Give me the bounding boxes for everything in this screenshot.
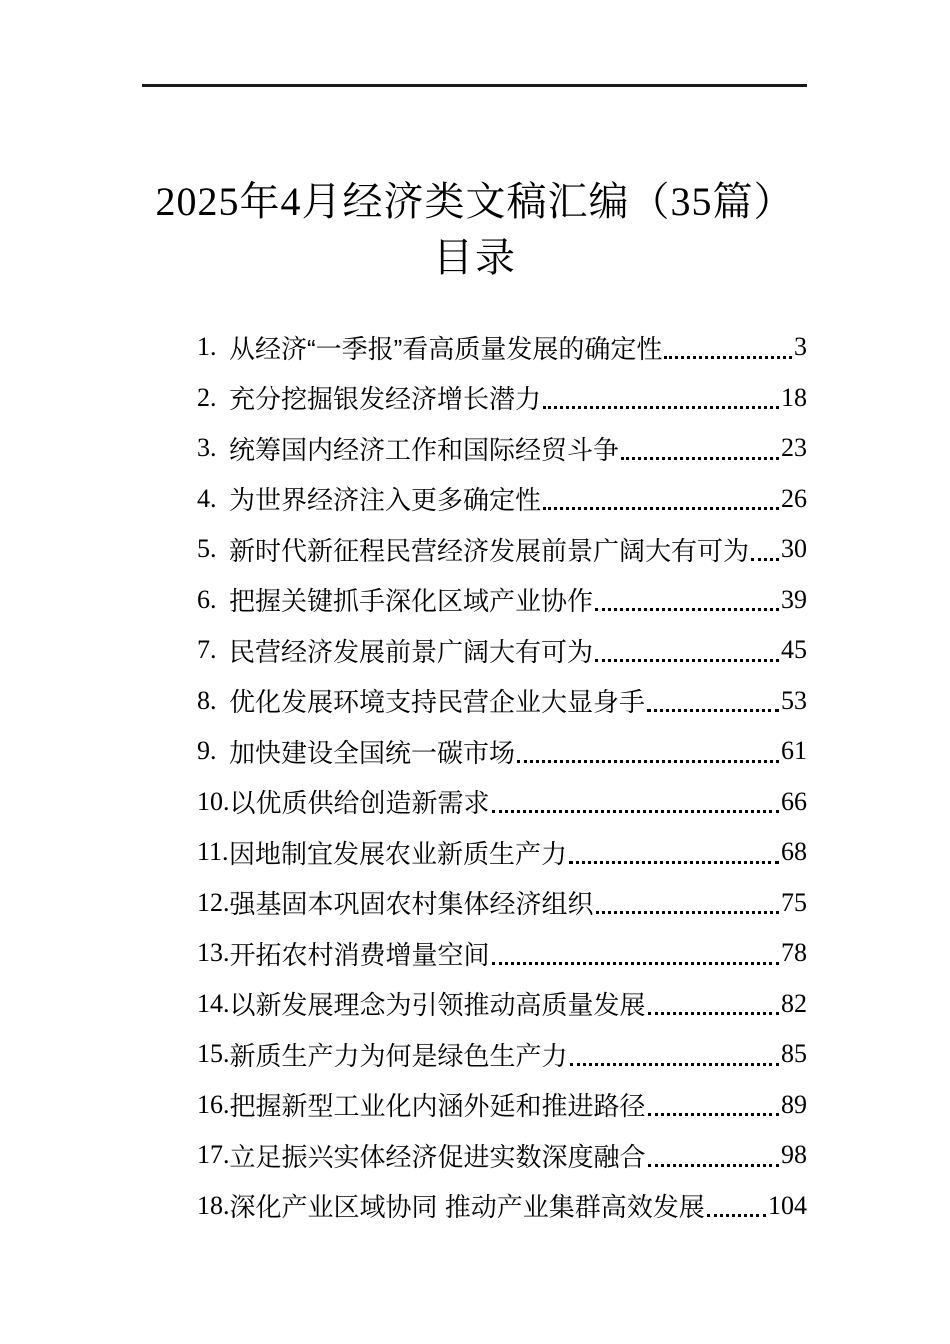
- toc-entry-title: 把握关键抓手深化区域产业协作: [229, 586, 594, 617]
- toc-entry-title: 为世界经济注入更多确定性: [229, 485, 542, 516]
- toc-entry-title: 统筹国内经济工作和国际经贸斗争: [229, 434, 620, 465]
- toc-leader-dots: [648, 1164, 779, 1167]
- document-title: 2025年4月经济类文稿汇编（35篇）: [155, 179, 795, 224]
- toc-entry[interactable]: [197, 322, 807, 373]
- toc-leader-dots: [570, 1063, 779, 1066]
- toc-entry-number: 10.: [197, 786, 230, 816]
- toc-entry-number: 9.: [197, 736, 217, 766]
- toc-entry-number: 2.: [197, 382, 217, 412]
- toc-entry-title: 开拓农村消费增量空间: [229, 939, 490, 970]
- toc-entry[interactable]: [197, 827, 807, 878]
- toc-leader-dots: [569, 861, 779, 864]
- toc-entry-page-number: 3: [794, 332, 807, 362]
- toc-entry[interactable]: [197, 1130, 807, 1181]
- toc-entry[interactable]: [197, 726, 807, 777]
- toc-entry-title: 把握新型工业化内涵外延和推进路径: [229, 1091, 646, 1122]
- toc-entry-number: 4.: [197, 483, 217, 513]
- toc-entry-page-number: 78: [781, 938, 807, 968]
- toc-entry-number: 14.: [197, 988, 230, 1018]
- header-rule-divider: [142, 84, 807, 87]
- toc-entry-page-number: 89: [781, 1089, 807, 1119]
- toc-entry[interactable]: [197, 524, 807, 575]
- toc-entry-title: 加快建设全国统一碳市场: [229, 737, 516, 768]
- toc-entry-number: 16.: [197, 1089, 230, 1119]
- toc-entry-page-number: 23: [781, 433, 807, 463]
- toc-entry-number: 11.: [197, 837, 229, 867]
- toc-entry[interactable]: [197, 878, 807, 929]
- toc-entry-title: 充分挖掘银发经济增长潜力: [229, 384, 542, 415]
- toc-entry-number: 15.: [197, 1039, 230, 1069]
- toc-entry-title: 从经济“一季报”看高质量发展的确定性: [229, 333, 663, 364]
- toc-entry-page-number: 85: [781, 1039, 807, 1069]
- toc-entry-title: 民营经济发展前景广阔大有可为: [229, 636, 594, 667]
- toc-entry-title: 强基固本巩固农村集体经济组织: [229, 889, 594, 920]
- toc-entry-number: 13.: [197, 938, 230, 968]
- toc-entry-page-number: 45: [781, 635, 807, 665]
- toc-entry[interactable]: [197, 625, 807, 676]
- toc-entry-page-number: 61: [781, 736, 807, 766]
- toc-entry-number: 17.: [197, 1140, 230, 1170]
- toc-entry[interactable]: [197, 777, 807, 828]
- toc-leader-dots: [647, 709, 779, 712]
- toc-entry-title: 深化产业区域协同 推动产业集群高效发展: [229, 1192, 705, 1223]
- toc-leader-dots: [707, 1214, 766, 1217]
- toc-entry-number: 5.: [197, 534, 217, 564]
- toc-entry-title: 立足振兴实体经济促进实数深度融合: [229, 1141, 646, 1172]
- toc-entry-number: 3.: [197, 433, 217, 463]
- toc-entry-page-number: 68: [781, 837, 807, 867]
- toc-entry-number: 7.: [197, 635, 217, 665]
- toc-entry-number: 18.: [197, 1190, 230, 1220]
- toc-heading: 目录: [433, 235, 517, 280]
- toc-entry-number: 12.: [197, 887, 230, 917]
- toc-leader-dots: [751, 558, 779, 561]
- toc-entry[interactable]: [197, 928, 807, 979]
- toc-entry-page-number: 66: [781, 786, 807, 816]
- toc-leader-dots: [664, 356, 792, 359]
- toc-entry-page-number: 30: [781, 534, 807, 564]
- toc-leader-dots: [596, 911, 779, 914]
- toc-entry[interactable]: [197, 423, 807, 474]
- toc-leader-dots: [621, 457, 779, 460]
- toc-entry-title: 以优质供给创造新需求: [229, 788, 490, 819]
- toc-entry-page-number: 104: [768, 1190, 807, 1220]
- toc-entry-title: 以新发展理念为引领推动高质量发展: [229, 990, 646, 1021]
- toc-entry-page-number: 18: [781, 382, 807, 412]
- toc-leader-dots: [492, 962, 779, 965]
- toc-entry[interactable]: [197, 575, 807, 626]
- toc-entry-page-number: 26: [781, 483, 807, 513]
- toc-leader-dots: [517, 760, 779, 763]
- toc-entry-number: 6.: [197, 584, 217, 614]
- toc-entry[interactable]: [197, 474, 807, 525]
- toc-entry-page-number: 53: [781, 685, 807, 715]
- toc-entry[interactable]: [197, 1181, 807, 1232]
- toc-entry-page-number: 75: [781, 887, 807, 917]
- toc-leader-dots: [492, 810, 779, 813]
- toc-leader-dots: [595, 608, 779, 611]
- toc-entry[interactable]: [197, 1029, 807, 1080]
- toc-entry-page-number: 82: [781, 988, 807, 1018]
- toc-entry-title: 因地制宜发展农业新质生产力: [229, 838, 568, 869]
- toc-entry[interactable]: [197, 373, 807, 424]
- toc-list: [197, 322, 807, 1231]
- toc-entry[interactable]: [197, 979, 807, 1030]
- toc-leader-dots: [595, 659, 779, 662]
- toc-leader-dots: [543, 507, 779, 510]
- toc-entry-page-number: 98: [781, 1140, 807, 1170]
- toc-entry-number: 8.: [197, 685, 217, 715]
- toc-entry-title: 新质生产力为何是绿色生产力: [229, 1040, 568, 1071]
- toc-entry[interactable]: [197, 1080, 807, 1131]
- toc-entry-page-number: 39: [781, 584, 807, 614]
- toc-entry[interactable]: [197, 676, 807, 727]
- toc-leader-dots: [648, 1113, 779, 1116]
- toc-entry-number: 1.: [197, 332, 217, 362]
- toc-leader-dots: [543, 406, 779, 409]
- toc-leader-dots: [648, 1012, 779, 1015]
- toc-entry-title: 优化发展环境支持民营企业大显身手: [229, 687, 646, 718]
- toc-entry-title: 新时代新征程民营经济发展前景广阔大有可为: [229, 535, 750, 566]
